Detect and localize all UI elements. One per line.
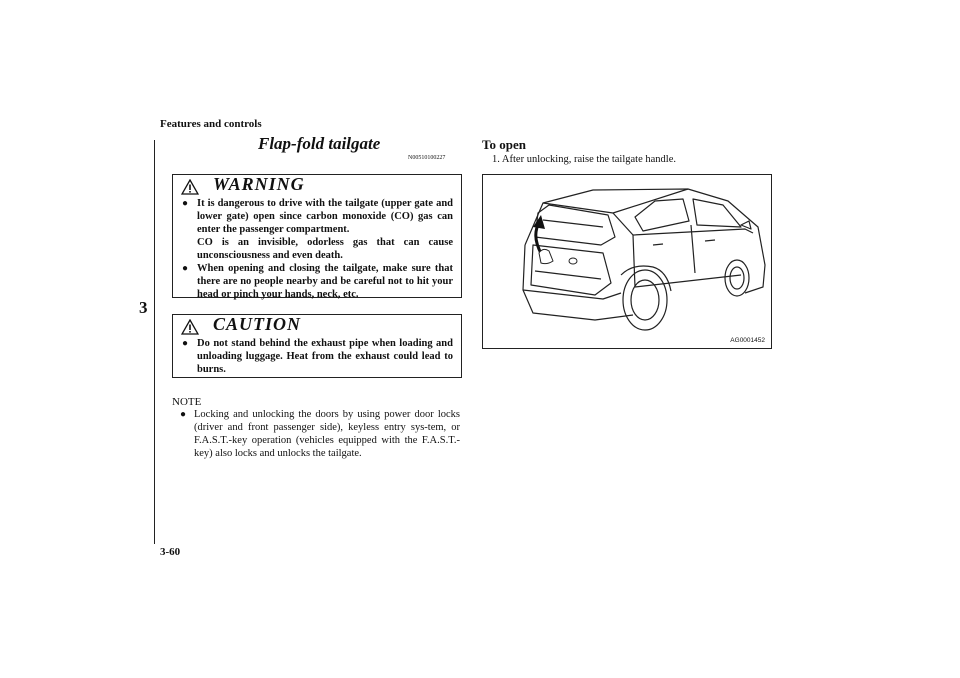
warning-item (173, 262, 461, 301)
chapter-number: 3 (139, 298, 148, 317)
warning-box (172, 174, 462, 298)
bullet-icon: ● (182, 338, 189, 349)
caution-header (173, 315, 461, 337)
section-code: N00510100227 (408, 155, 446, 161)
caution-label: CAUTION (213, 314, 302, 334)
warning-item-text: When opening and closing the tailgate, make sure that there are no people nearby and be careful not to hit your head or pinch your hands, neck, etc. (197, 263, 453, 300)
bullet-icon: ● (180, 409, 187, 420)
warning-header (173, 175, 461, 197)
figure-code: AG0001452 (730, 337, 765, 344)
warning-item (173, 197, 461, 262)
note-item (182, 408, 460, 460)
bullet-icon: ● (182, 263, 189, 274)
subheading: To open (482, 137, 526, 152)
caution-triangle-icon (181, 319, 199, 335)
section-header: Features and controls (160, 118, 262, 130)
warning-item-text: It is dangerous to drive with the tailgate (upper gate and lower gate) open since carbon monoxide (CO) gas can enter the passenger compartment. (197, 198, 453, 235)
page-title: Flap-fold tailgate (258, 134, 381, 153)
suv-tailgate-illustration (483, 175, 771, 348)
warning-label: WARNING (213, 174, 305, 194)
figure-box (482, 174, 772, 349)
page-number: 3-60 (160, 546, 181, 558)
warning-item-extra: CO is an invisible, odorless gas that can cause unconsciousness and even death. (197, 237, 453, 261)
caution-box (172, 314, 462, 378)
bullet-icon: ● (182, 198, 189, 209)
note-label: NOTE (172, 396, 202, 408)
note-item-text: Locking and unlocking the doors by using power door locks (driver and front passenger side), keyless entry sys-tem, or F.A.S.T.-key operation (vehicles equipped with the F.A.S.T.-key) also locks and unlocks the tailgate. (194, 409, 460, 459)
warning-triangle-icon (181, 179, 199, 195)
chapter-divider (154, 140, 155, 544)
caution-item-text: Do not stand behind the exhaust pipe when loading and unloading luggage. Heat from the exhaust could lead to burns. (197, 338, 453, 375)
caution-item (173, 337, 461, 376)
instruction-step: 1. After unlocking, raise the tailgate handle. (492, 154, 676, 165)
